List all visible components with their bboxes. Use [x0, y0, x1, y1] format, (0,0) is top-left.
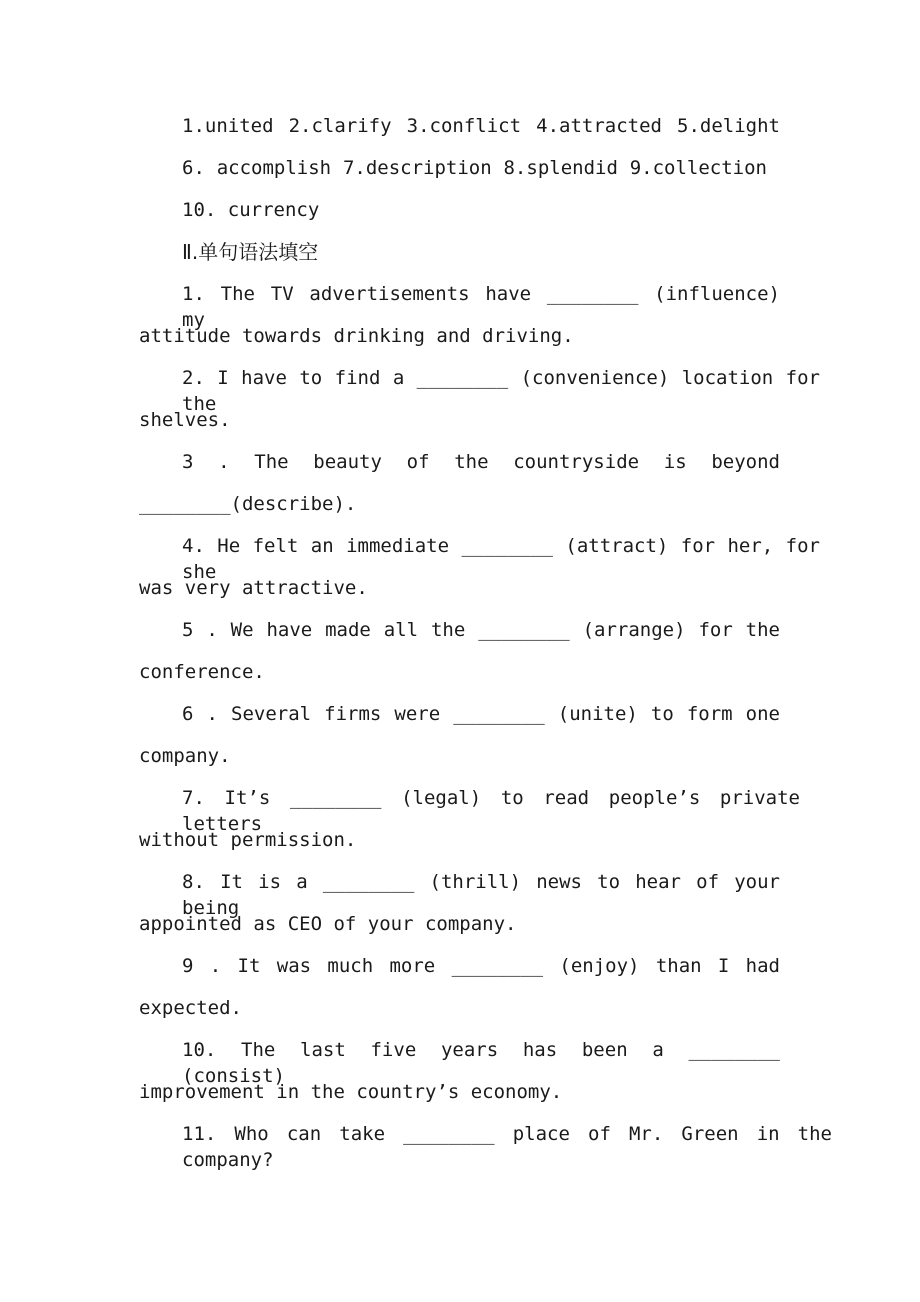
- question-10-line-2: improvement in the country’s economy.: [139, 1081, 563, 1103]
- question-6-line-2: company.: [139, 745, 231, 767]
- question-5-line-1: 5 . We have made all the ________ (arrange) for the: [182, 619, 780, 641]
- question-3-line-2: ________(describe).: [139, 493, 357, 515]
- section-heading: Ⅱ.单句语法填空: [182, 240, 319, 264]
- question-5-line-2: conference.: [139, 661, 265, 683]
- question-9-line-1: 9 . It was much more ________ (enjoy) than I had: [182, 955, 780, 977]
- question-1-line-2: attitude towards drinking and driving.: [139, 325, 574, 347]
- question-8-line-2: appointed as CEO of your company.: [139, 913, 517, 935]
- question-4-line-2: was very attractive.: [139, 577, 368, 599]
- question-8-line-1: 8. It is a ________ (thrill) news to hear of your being: [182, 871, 780, 919]
- question-2-line-2: shelves.: [139, 409, 231, 431]
- answer-line-3: 10. currency: [182, 199, 320, 221]
- question-3-line-1: 3 . The beauty of the countryside is beyond: [182, 451, 780, 473]
- answer-line-2: 6. accomplish 7.description 8.splendid 9.collection: [182, 157, 767, 179]
- question-4-line-1: 4. He felt an immediate ________ (attract) for her, for she: [182, 535, 820, 583]
- question-1-line-1: 1. The TV advertisements have ________ (influence) my: [182, 283, 780, 331]
- answer-line-1: 1.united 2.clarify 3.conflict 4.attracted 5.delight: [182, 115, 780, 137]
- question-7-line-2: without permission.: [139, 829, 357, 851]
- question-10-line-1: 10. The last five years has been a ________ (consist): [182, 1039, 780, 1087]
- question-6-line-1: 6 . Several firms were ________ (unite) to form one: [182, 703, 780, 725]
- question-9-line-2: expected.: [139, 997, 242, 1019]
- question-7-line-1: 7. It’s ________ (legal) to read people’s private letters: [182, 787, 800, 835]
- question-11-line-1: 11. Who can take ________ place of Mr. Green in the company?: [182, 1123, 832, 1171]
- question-2-line-1: 2. I have to find a ________ (convenience) location for the: [182, 367, 820, 415]
